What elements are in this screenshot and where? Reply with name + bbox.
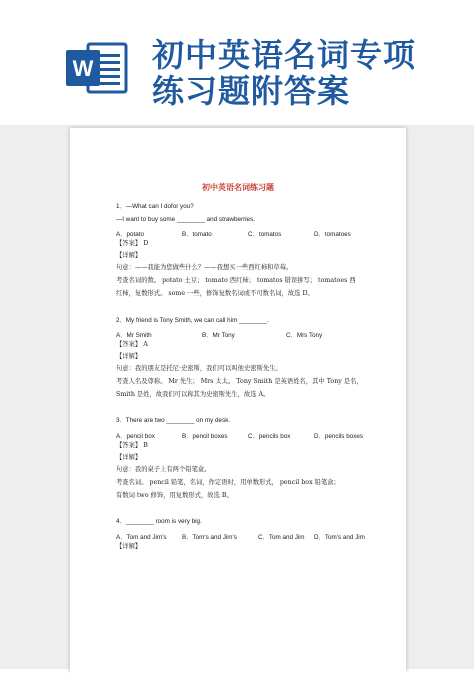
question-3-option-c: C．pencils box: [248, 433, 291, 440]
question-2-answer: [116, 342, 148, 348]
svg-text:W: W: [72, 56, 94, 81]
question-4-option-d: D．Tom's and Jim: [314, 534, 365, 541]
question-2-option-c: C．Mrs Tony: [286, 332, 323, 339]
document-page: [70, 128, 406, 673]
question-1-analysis-line: 句意：——我能为您做些什么？——我想买一些西红柿和草莓。: [116, 264, 293, 271]
question-1-option-c: C．tomatos: [248, 231, 282, 238]
question-3-analysis-label: 【详解】: [116, 454, 142, 461]
question-1-option-a: A．potato: [116, 231, 145, 238]
question-3-option-a: A．pencil box: [116, 433, 155, 440]
question-4-option-b: B．Tom's and Jim's: [182, 534, 237, 541]
banner: [0, 0, 474, 125]
question-2-stem: 2．My friend is Tony Smith, we can call him ________.: [116, 317, 269, 324]
question-1-analysis-label: 【详解】: [116, 252, 142, 259]
question-4-option-a: A．Tom and Jim's: [116, 534, 167, 541]
question-4-option-c: C．Tom and Jim: [258, 534, 305, 541]
question-1-stem: 1．―What can I dofor you?: [116, 203, 194, 210]
question-3-stem: 3．There are two ________ on my desk.: [116, 417, 231, 424]
question-3-analysis-line: 有数词 two 修饰，用复数形式，故选 B。: [116, 492, 233, 499]
answer-value: A: [143, 341, 148, 348]
question-1-stem-2: ―I want to buy some ________ and strawberries.: [116, 216, 255, 223]
question-2-option-a: A．Mr Smith: [116, 332, 152, 339]
word-document-icon: [66, 38, 128, 98]
question-2-analysis-label: 【详解】: [116, 353, 142, 360]
question-3-option-d: D．pencils boxes: [314, 433, 363, 440]
question-3-answer: [116, 443, 148, 449]
document-title: 初中英语名词练习题: [202, 182, 274, 192]
question-1-analysis-line: 红柿，复数形式。 some 一些，修饰复数名词或不可数名词，故选 D。: [116, 290, 314, 297]
answer-label: 【答案】: [116, 240, 142, 247]
question-4-analysis-label: 【详解】: [116, 543, 142, 550]
question-2-analysis-line: 考查人名及尊称。 Mr 先生； Mrs 太太。 Tony Smith 是英语姓名，其中 Tony 是名，: [116, 378, 363, 385]
question-3-analysis-line: 考查名词。 pencil 铅笔，名词，作定语时，用单数形式， pencil box 铅笔盒；: [116, 479, 340, 486]
question-2-analysis-line: Smith 是姓，故我们可以称其为史密斯先生，故选 A。: [116, 391, 270, 398]
answer-value: D: [143, 240, 149, 247]
question-3-option-b: B．pencil boxes: [182, 433, 228, 440]
question-1-answer: [116, 241, 148, 247]
question-3-analysis-line: 句意：我的桌子上有两个铅笔盒。: [116, 466, 211, 473]
question-1-option-d: D．tomatoes: [314, 231, 351, 238]
question-2-analysis-line: 句意：我的朋友是托尼·史密斯，我们可以叫他史密斯先生。: [116, 365, 282, 372]
question-1-option-b: B．tomato: [182, 231, 212, 238]
answer-label: 【答案】: [116, 341, 142, 348]
question-1-analysis-line: 考查名词的数。 potato 土豆； tomato 西红柿； tomatos 错误拼写； tomatoes 西: [116, 277, 356, 284]
answer-label: 【答案】: [116, 442, 142, 449]
answer-value: B: [143, 442, 148, 449]
banner-title-line-2: 练习题附答案: [152, 72, 351, 110]
question-4-stem: 4．________ room is very big.: [116, 518, 202, 525]
question-2-option-b: B．Mr Tony: [202, 332, 235, 339]
banner-title-line-1: 初中英语名词专项: [152, 36, 417, 74]
